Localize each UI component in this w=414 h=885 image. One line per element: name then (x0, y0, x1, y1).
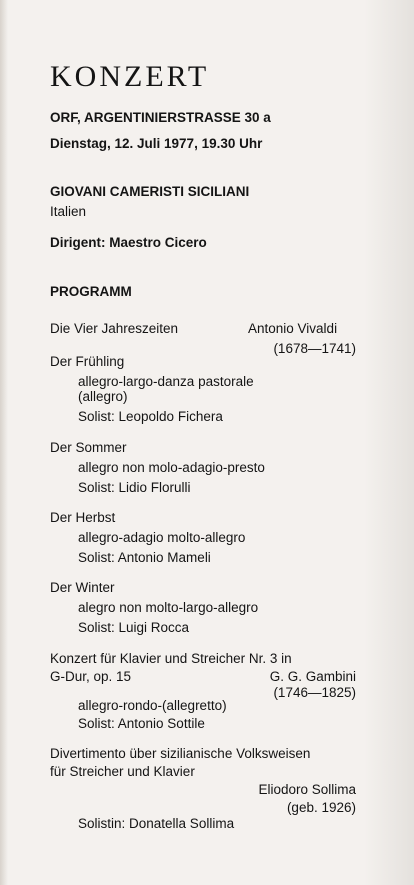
datetime: Dienstag, 12. Juli 1977, 19.30 Uhr (50, 136, 263, 151)
work3-years: (geb. 1926) (286, 800, 356, 815)
work1-composer: Antonio Vivaldi (248, 321, 338, 336)
autumn-tempo: allegro-adagio molto-allegro (78, 530, 246, 545)
program-heading: PROGRAMM (50, 284, 132, 299)
work1-years: (1678—1741) (273, 341, 356, 356)
spring-tempo-line1: allegro-largo-danza pastorale (78, 374, 254, 389)
winter-tempo: alegro non molto-largo-allegro (78, 600, 259, 615)
page-edge-shadow (0, 0, 8, 885)
page-title: KONZERT (50, 60, 210, 93)
venue: ORF, ARGENTINIERSTRASSE 30 a (50, 110, 271, 125)
ensemble-name: GIOVANI CAMERISTI SICILIANI (50, 184, 250, 199)
summer-name: Der Sommer (50, 440, 127, 455)
work2-composer: G. G. Gambini (269, 669, 356, 684)
spring-soloist: Solist: Leopoldo Fichera (78, 409, 223, 424)
spring-name: Der Frühling (50, 354, 125, 369)
work2-years: (1746—1825) (273, 685, 356, 700)
work3-title-line2: für Streicher und Klavier (50, 764, 195, 779)
autumn-soloist: Solist: Antonio Mameli (78, 550, 211, 565)
summer-soloist: Solist: Lidio Florulli (78, 480, 191, 495)
summer-tempo: allegro non molo-adagio-presto (78, 460, 265, 475)
spring-tempo-line2: (allegro) (78, 389, 128, 404)
work2-tempo: allegro-rondo-(allegretto) (78, 698, 227, 713)
work2-title-line1: Konzert für Klavier und Streicher Nr. 3 in (50, 651, 292, 666)
work2-soloist: Solist: Antonio Sottile (78, 716, 205, 731)
page-right-shadow (364, 0, 414, 885)
autumn-name: Der Herbst (50, 510, 116, 525)
winter-name: Der Winter (50, 580, 115, 595)
work3-soloist: Solistin: Donatella Sollima (78, 816, 235, 831)
conductor: Dirigent: Maestro Cicero (50, 235, 207, 250)
work1-title: Die Vier Jahreszeiten (50, 321, 179, 336)
work3-composer: Eliodoro Sollima (258, 782, 356, 797)
work2-title-line2: G-Dur, op. 15 (50, 669, 132, 684)
work3-title-line1: Divertimento über sizilianische Volksweisen (50, 746, 311, 761)
ensemble-country: Italien (50, 204, 87, 219)
winter-soloist: Solist: Luigi Rocca (78, 620, 190, 635)
